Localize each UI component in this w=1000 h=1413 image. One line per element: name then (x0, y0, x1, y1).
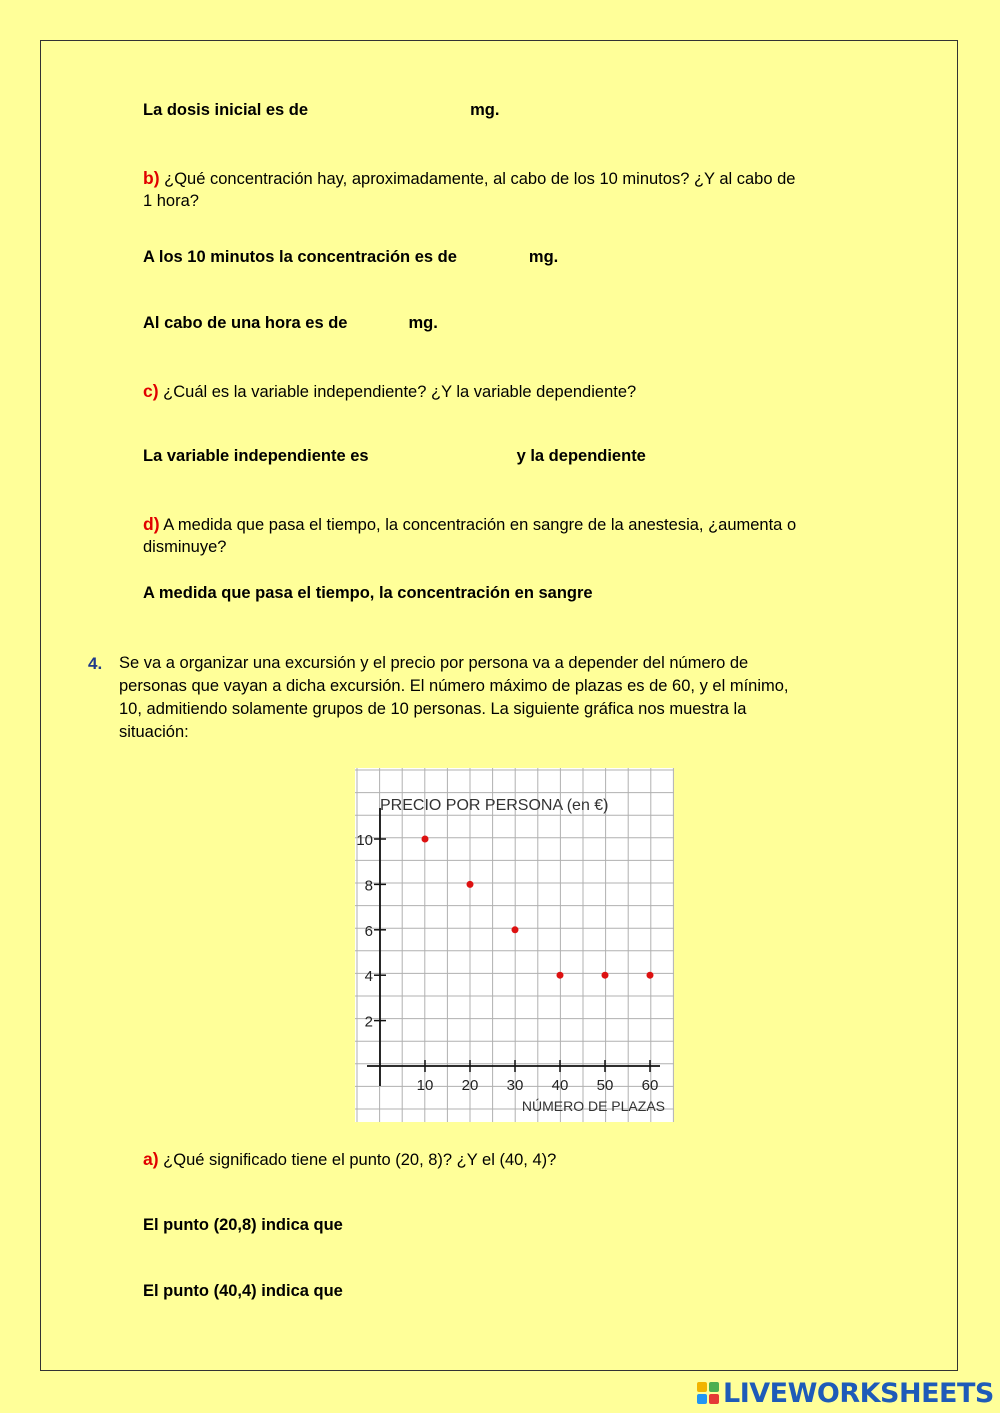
logo-text: LIVEWORKSHEETS (723, 1377, 994, 1409)
data-point (647, 972, 654, 979)
a-answer-1-text: El punto (20,8) indica que (143, 1216, 343, 1234)
c-answer-mid: y la dependiente (516, 447, 646, 465)
d-answer-text: A medida que pasa el tiempo, la concentración en sangre (143, 584, 593, 602)
a-answer-2-line (143, 1280, 888, 1303)
question-4a-text: ¿Qué significado tiene el punto (20, 8)? ¿Y el (40, 4)? (163, 1151, 557, 1169)
data-point (467, 881, 474, 888)
question-4a-letter: a) (143, 1149, 159, 1169)
data-point (557, 972, 564, 979)
b-answer-1-line (143, 246, 888, 269)
b-answer-2-line (143, 312, 888, 335)
dosis-unit: mg. (470, 101, 500, 119)
b-answer-2-text: Al cabo de una hora es de (143, 314, 348, 332)
x-tick-label: 60 (641, 1077, 659, 1094)
dosis-answer-text: La dosis inicial es de (143, 101, 309, 119)
question-b-line2 (143, 190, 888, 213)
question-d-line2 (143, 536, 888, 559)
question-c-text: ¿Cuál es la variable independiente? ¿Y la variable dependiente? (163, 383, 637, 401)
a-answer-1-line (143, 1214, 888, 1237)
y-tick-label: 2 (364, 1013, 373, 1031)
c-answer-text: La variable independiente es (143, 447, 369, 465)
data-point (602, 972, 609, 979)
problem-4-line-4: situación: (119, 723, 189, 741)
y-tick-label: 4 (364, 968, 373, 986)
data-point (422, 836, 429, 843)
liveworksheets-logo[interactable] (697, 1377, 994, 1409)
question-b-text-2: 1 hora? (143, 192, 199, 210)
problem-4-line-3: 10, admitiendo solamente grupos de 10 personas. La siguiente gráfica nos muestra la (119, 700, 747, 718)
problem-4-number: 4. (88, 654, 103, 673)
x-tick-label: 50 (596, 1077, 614, 1094)
logo-mark-icon (697, 1382, 719, 1404)
question-c (143, 380, 888, 404)
question-c-letter: c) (143, 381, 159, 401)
question-b-letter: b) (143, 168, 160, 188)
y-tick-label: 6 (364, 922, 373, 940)
question-d (143, 513, 888, 537)
c-answer-line (143, 445, 888, 468)
b-answer-2-unit: mg. (408, 314, 438, 332)
problem-4-line-1: Se va a organizar una excursión y el precio por persona va a depender del número de (119, 654, 749, 672)
question-4a (143, 1148, 888, 1172)
data-point (512, 926, 519, 933)
dosis-answer-line (143, 99, 888, 122)
question-b-text-1: ¿Qué concentración hay, aproximadamente, al cabo de los 10 minutos? ¿Y al cabo de (164, 170, 796, 188)
a-answer-2-text: El punto (40,4) indica que (143, 1282, 343, 1300)
question-b (143, 167, 888, 191)
question-d-text-2: disminuye? (143, 538, 227, 556)
x-tick-label: 10 (416, 1077, 434, 1094)
problem-4-line-2: personas que vayan a dicha excursión. El número máximo de plazas es de 60, y el mínimo, (119, 677, 789, 695)
chart-title: PRECIO POR PERSONA (en €) (380, 797, 609, 814)
price-per-person-chart (355, 768, 674, 1122)
y-tick-label: 10 (356, 832, 373, 849)
x-tick-label: 40 (551, 1077, 569, 1094)
b-answer-1-unit: mg. (528, 248, 559, 266)
question-d-text-1: A medida que pasa el tiempo, la concentración en sangre de la anestesia, ¿aumenta o (163, 516, 797, 534)
x-tick-label: 20 (461, 1077, 479, 1094)
y-tick-label: 8 (364, 877, 373, 895)
d-answer-line (143, 582, 888, 605)
x-tick-label: 30 (506, 1077, 524, 1094)
b-answer-1-text: A los 10 minutos la concentración es de (143, 248, 457, 266)
question-d-letter: d) (143, 514, 160, 534)
chart-xlabel: NÚMERO DE PLAZAS (521, 1098, 665, 1114)
